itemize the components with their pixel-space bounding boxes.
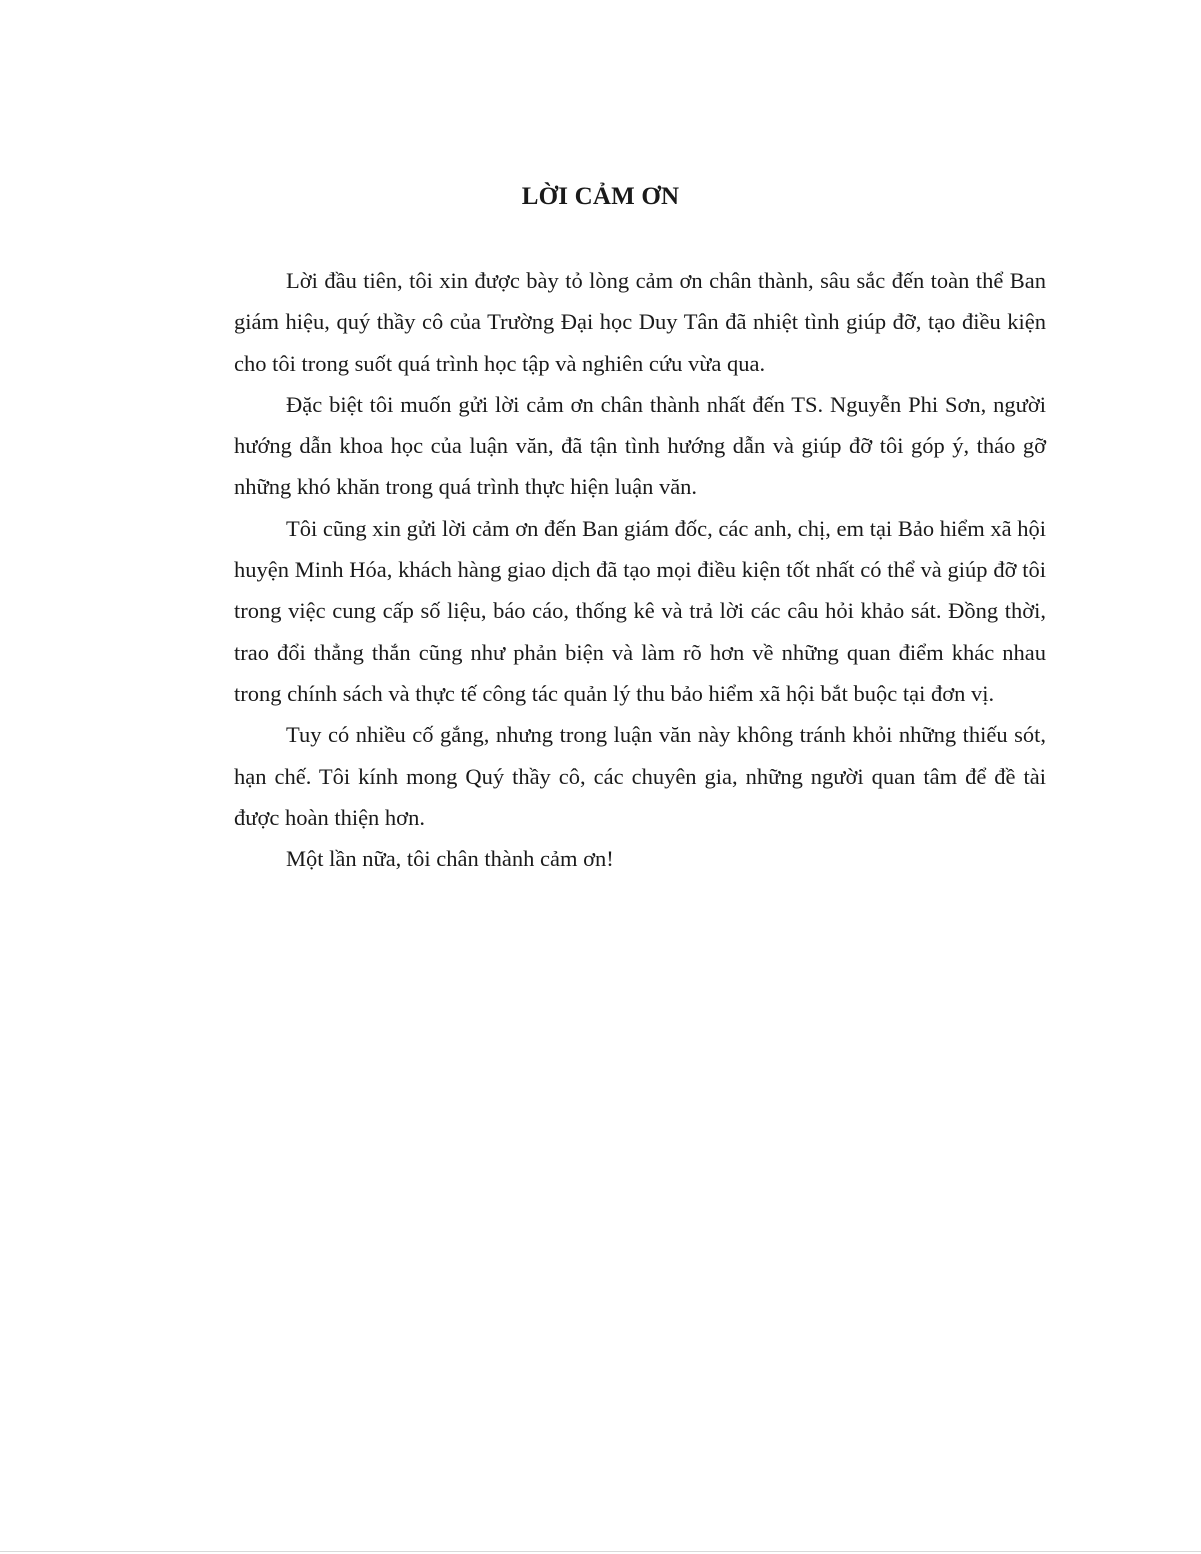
paragraph-5: Một lần nữa, tôi chân thành cảm ơn! [286,846,614,872]
acknowledgement-body [234,260,1046,879]
paragraph-3: Tôi cũng xin gửi lời cảm ơn đến Ban giám đốc, các anh, chị, em tại Bảo hiểm xã hội huyện Minh Hóa, khách hàng giao dịch đã tạo mọi điều kiện tốt nhất có thể và giúp đỡ tôi trong việc cung cấp số liệu, báo cáo, thống kê và trả lời các câu hỏi khảo sát. Đồng thời, trao đổi thẳng thắn cũng như phản biện và làm rõ hơn về những quan điểm khác nhau trong chính sách và thực tế công tác quản lý thu bảo hiểm xã hội bắt buộc tại đơn vị. [234,515,1046,706]
paragraph-1: Lời đầu tiên, tôi xin được bày tỏ lòng cảm ơn chân thành, sâu sắc đến toàn thể Ban giám hiệu, quý thầy cô của Trường Đại học Duy Tân đã nhiệt tình giúp đỡ, tạo điều kiện cho tôi trong suốt quá trình học tập và nghiên cứu vừa qua. [234,268,1046,376]
page-bottom-divider [0,1551,1201,1552]
paragraph-2: Đặc biệt tôi muốn gửi lời cảm ơn chân thành nhất đến TS. Nguyễn Phi Sơn, người hướng dẫn khoa học của luận văn, đã tận tình hướng dẫn và giúp đỡ tôi góp ý, tháo gỡ những khó khăn trong quá trình thực hiện luận văn. [234,391,1046,500]
paragraph-4: Tuy có nhiều cố gắng, nhưng trong luận văn này không tránh khỏi những thiếu sót, hạn chế. Tôi kính mong Quý thầy cô, các chuyên gia, những người quan tâm để đề tài được hoàn thiện hơn. [234,722,1046,830]
page-title: LỜI CẢM ƠN [521,183,680,210]
